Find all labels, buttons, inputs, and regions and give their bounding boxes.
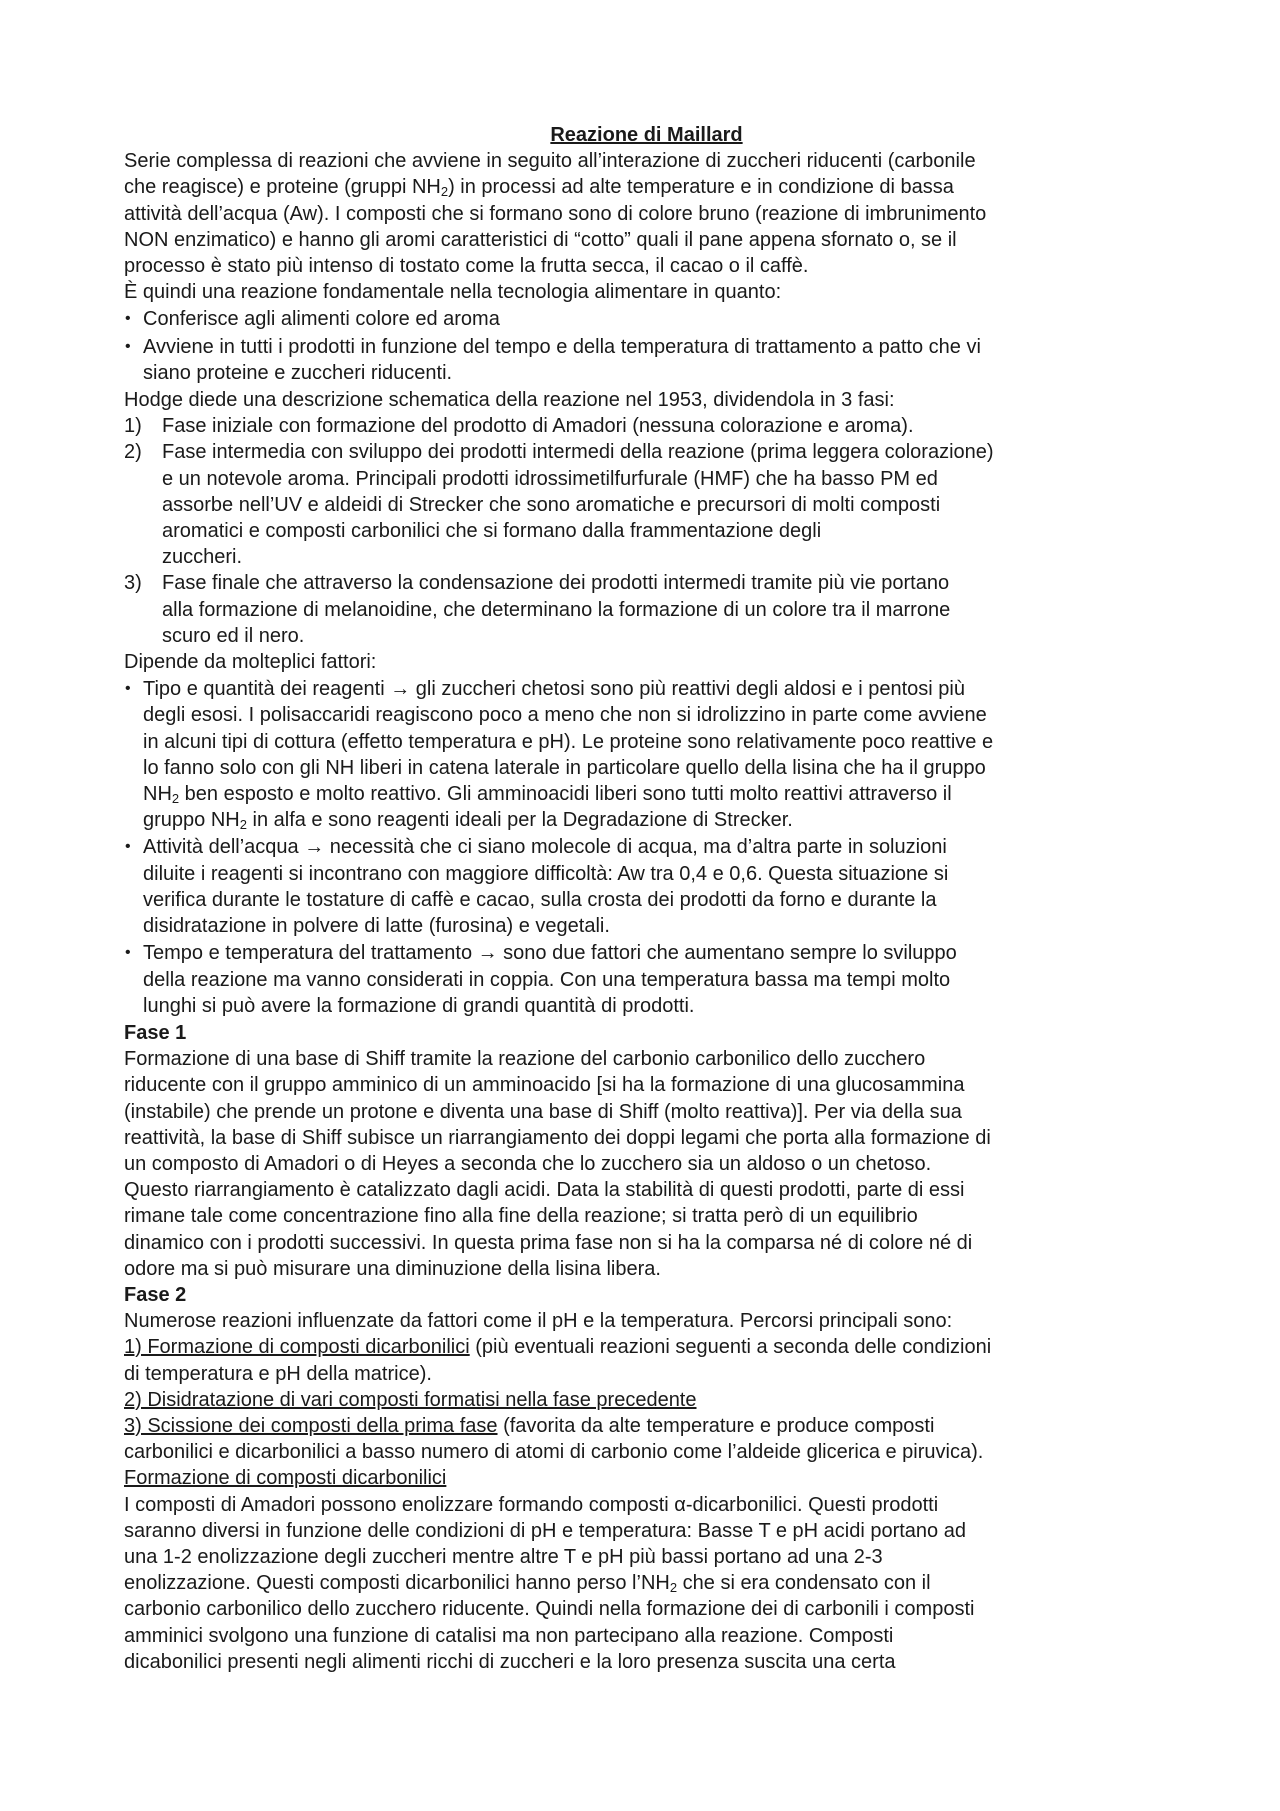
text-run: ben esposto e molto reattivo. Gli amminoacidi liberi sono tutti molto reattivi attraverso il	[179, 783, 952, 806]
subscript: 2	[669, 1580, 678, 1596]
text-run: È quindi una reazione fondamentale nella tecnologia alimentare in quanto:	[124, 281, 782, 304]
subscript: 2	[239, 817, 247, 833]
underlined-heading: Formazione di composti dicarbonilici	[124, 1467, 447, 1490]
list-number: 3)	[124, 572, 142, 595]
text-run: che si era condensato con il	[677, 1572, 931, 1595]
underlined-heading: 1) Formazione di composti dicarbonilici	[124, 1336, 470, 1359]
list-number: 1)	[124, 415, 142, 438]
text-line	[124, 1570, 1169, 1596]
text-line	[162, 492, 1169, 518]
text-run: disidratazione in polvere di latte (furosina) e vegetali.	[143, 915, 610, 938]
text-run: Serie complessa di reazioni che avviene in seguito all’interazione di zuccheri riducenti (carbonile	[124, 150, 976, 173]
paragraph	[124, 1308, 1169, 1675]
text-run: I composti di Amadori possono enolizzare formando composti α-dicarbonilici. Questi prodotti	[124, 1493, 939, 1516]
text-run: NON enzimatico) e hanno gli aromi caratteristici di “cotto” quali il pane appena sfornato o, se il	[124, 228, 957, 251]
text-line	[124, 1203, 1169, 1229]
underlined-heading: 3) Scissione dei composti della prima fase	[124, 1414, 498, 1437]
text-line	[124, 1649, 1169, 1675]
text-line	[143, 861, 1169, 887]
text-line	[143, 967, 1169, 993]
text-line	[124, 1596, 1169, 1622]
text-run: lunghi si può avere la formazione di grandi quantità di prodotti.	[143, 994, 695, 1017]
paragraph	[124, 1282, 1169, 1308]
text-run: siano proteine e zuccheri riducenti.	[143, 361, 453, 384]
text-run: amminici svolgono una funzione di catalisi ma non partecipano alla reazione. Composti	[124, 1624, 894, 1647]
text-line	[124, 1046, 1169, 1072]
text-run: Attività dell’acqua → necessità che ci siano molecole di acqua, ma d’altra parte in soluzioni	[143, 836, 947, 859]
text-run: verifica durante le tostature di caffè e cacao, sulla crosta dei prodotti da forno e durante la	[143, 888, 937, 911]
text-line	[124, 1177, 1169, 1203]
text-line	[124, 1492, 1169, 1518]
bullet-item	[124, 306, 1169, 332]
text-run: ) in processi ad alte temperature e in condizione di bassa	[448, 176, 954, 199]
text-run: (più eventuali reazioni seguenti a seconda delle condizioni	[469, 1336, 992, 1359]
text-run: reattività, la base di Shiff subisce un riarrangiamento dei doppi legami che porta alla formazione di	[124, 1126, 991, 1149]
numbered-item	[124, 570, 1169, 649]
text-line	[162, 597, 1169, 623]
paragraph	[124, 387, 1169, 413]
text-run: Avviene in tutti i prodotti in funzione del tempo e della temperatura di trattamento a patto che vi	[143, 335, 981, 358]
bullet-marker: •	[125, 944, 131, 962]
text-line	[124, 227, 1169, 253]
text-line	[143, 702, 1169, 728]
text-line	[124, 1282, 1169, 1308]
text-run: zuccheri.	[162, 546, 243, 569]
subscript: 2	[440, 184, 449, 200]
text-run: un composto di Amadori o di Heyes a seconda che lo zucchero sia un aldoso o un chetoso.	[124, 1152, 932, 1175]
text-line	[162, 439, 1169, 465]
text-run: odore ma si può misurare una diminuzione della lisina libera.	[124, 1257, 661, 1280]
text-run: degli esosi. I polisaccaridi reagiscono poco a meno che non si idrolizzino in parte come avviene	[143, 704, 987, 727]
text-line	[124, 201, 1169, 227]
text-line	[143, 834, 1169, 860]
bullet-marker: •	[125, 310, 131, 328]
text-line	[143, 755, 1169, 781]
text-line	[124, 1544, 1169, 1570]
text-run: Fase iniziale con formazione del prodotto di Amadori (nessuna colorazione e aroma).	[162, 415, 914, 438]
text-run: (instabile) che prende un protone e diventa una base di Shiff (molto reattiva)]. Per via della sua	[124, 1100, 962, 1123]
text-line	[124, 174, 1169, 200]
text-run: Fase finale che attraverso la condensazione dei prodotti intermedi tramite più vie portano	[162, 572, 950, 595]
text-line	[143, 913, 1169, 939]
text-run: diluite i reagenti si incontrano con maggiore difficoltà: Aw tra 0,4 e 0,6. Questa situazione si	[143, 862, 949, 885]
text-line	[143, 940, 1169, 966]
text-run: carbonio carbonilico dello zucchero riducente. Quindi nella formazione dei di carbonili i composti	[124, 1598, 975, 1621]
text-line	[162, 544, 1169, 570]
text-line	[124, 1334, 1169, 1360]
text-line	[143, 306, 1169, 332]
text-line	[143, 729, 1169, 755]
text-line	[124, 1072, 1169, 1098]
text-line	[124, 253, 1169, 279]
text-run: carbonilici e dicarbonilici a basso numero di atomi di carbonio come l’aldeide glicerica e piruvica).	[124, 1441, 984, 1464]
text-line	[143, 334, 1169, 360]
text-line	[162, 570, 1169, 596]
document-page	[124, 122, 1169, 1675]
text-line	[124, 387, 1169, 413]
text-run: e un notevole aroma. Principali prodotti idrossimetilfurfurale (HMF) che ha basso PM ed	[162, 467, 938, 490]
text-line	[124, 1465, 1169, 1491]
text-run: Numerose reazioni influenzate da fattori come il pH e la temperatura. Percorsi principali sono:	[124, 1310, 953, 1333]
text-run: dicabonilici presenti negli alimenti ricchi di zuccheri e la loro presenza suscita una certa	[124, 1650, 896, 1673]
subscript: 2	[171, 791, 180, 807]
bullet-marker: •	[125, 680, 131, 698]
text-line	[124, 1439, 1169, 1465]
text-run: riducente con il gruppo amminico di un amminoacido [si ha la formazione di una glucosammina	[124, 1074, 965, 1097]
text-line	[124, 1308, 1169, 1334]
text-line	[124, 148, 1169, 174]
text-run: che reagisce) e proteine (gruppi NH	[124, 176, 441, 199]
text-line	[124, 1125, 1169, 1151]
numbered-item	[124, 439, 1169, 570]
text-run: assorbe nell’UV e aldeidi di Strecker che sono aromatiche e precursori di molti composti	[162, 493, 941, 516]
text-line	[162, 623, 1169, 649]
text-run: aromatici e composti carbonilici che si formano dalla frammentazione degli	[162, 520, 822, 543]
underlined-heading: 2) Disidratazione di vari composti formatisi nella fase precedente	[124, 1388, 697, 1411]
text-run: Questo riarrangiamento è catalizzato dagli acidi. Data la stabilità di questi prodotti, parte di essi	[124, 1179, 965, 1202]
text-line	[143, 360, 1169, 386]
text-run: Hodge diede una descrizione schematica della reazione nel 1953, dividendola in 3 fasi:	[124, 389, 895, 412]
text-line	[162, 518, 1169, 544]
text-line	[124, 1623, 1169, 1649]
text-line	[124, 279, 1169, 305]
text-line	[124, 1413, 1169, 1439]
text-run: processo è stato più intenso di tostato come la frutta secca, il cacao o il caffè.	[124, 255, 809, 278]
text-run: dinamico con i prodotti successivi. In questa prima fase non si ha la comparsa né di colore né di	[124, 1231, 973, 1254]
document-body	[124, 148, 1169, 1675]
text-run: rimane tale come concentrazione fino alla fine della reazione; si tratta però di un equilibrio	[124, 1205, 918, 1228]
text-line	[124, 1361, 1169, 1387]
text-line	[124, 1151, 1169, 1177]
text-run: (favorita da alte temperature e produce composti	[497, 1414, 935, 1437]
text-run: una 1-2 enolizzazione degli zuccheri mentre altre T e pH più bassi portano ad una 2-3	[124, 1545, 883, 1568]
document-title: Reazione di Maillard	[550, 124, 743, 146]
text-run: Conferisce agli alimenti colore ed aroma	[143, 308, 500, 331]
text-line	[124, 649, 1169, 675]
bullet-marker: •	[125, 838, 131, 856]
text-line	[143, 807, 1169, 833]
text-run: Tempo e temperatura del trattamento → sono due fattori che aumentano sempre lo sviluppo	[143, 942, 957, 965]
text-line	[143, 676, 1169, 702]
text-line	[143, 993, 1169, 1019]
paragraph	[124, 1020, 1169, 1046]
text-run: attività dell’acqua (Aw). I composti che si formano sono di colore bruno (reazione di imbrunimento	[124, 202, 987, 225]
text-line	[162, 466, 1169, 492]
text-run: Tipo e quantità dei reagenti → gli zuccheri chetosi sono più reattivi degli aldosi e i pentosi più	[143, 678, 965, 701]
text-run: Fase intermedia con sviluppo dei prodotti intermedi della reazione (prima leggera colorazione)	[162, 441, 994, 464]
text-run: Dipende da molteplici fattori:	[124, 651, 377, 674]
text-line	[124, 1518, 1169, 1544]
section-heading: Fase 2	[124, 1283, 187, 1306]
bullet-item	[124, 676, 1169, 833]
text-run: Formazione di una base di Shiff tramite la reazione del carbonio carbonilico dello zucchero	[124, 1048, 926, 1071]
text-run: della reazione ma vanno considerati in coppia. Con una temperatura bassa ma tempi molto	[143, 968, 951, 991]
paragraph	[124, 148, 1169, 305]
paragraph	[124, 1046, 1169, 1282]
text-run: in alcuni tipi di cottura (effetto temperatura e pH). Le proteine sono relativamente poco reattive e	[143, 730, 994, 753]
text-line	[124, 1099, 1169, 1125]
text-run: lo fanno solo con gli NH liberi in catena laterale in particolare quello della lisina che ha il gruppo	[143, 756, 986, 779]
bullet-item	[124, 334, 1169, 386]
text-line	[124, 1387, 1169, 1413]
text-line	[124, 1256, 1169, 1282]
text-line	[124, 1230, 1169, 1256]
text-run: NH	[143, 783, 172, 806]
text-run: alla formazione di melanoidine, che determinano la formazione di un colore tra il marrone	[162, 598, 951, 621]
text-run: di temperatura e pH della matrice).	[124, 1362, 432, 1385]
bullet-marker: •	[125, 337, 131, 355]
text-line	[143, 887, 1169, 913]
text-run: enolizzazione. Questi composti dicarbonilici hanno perso l’NH	[124, 1572, 670, 1595]
text-line	[143, 781, 1169, 807]
text-run: gruppo NH	[143, 809, 240, 832]
paragraph	[124, 649, 1169, 675]
bullet-item	[124, 834, 1169, 939]
list-number: 2)	[124, 441, 142, 464]
text-line	[162, 413, 1169, 439]
text-run: scuro ed il nero.	[162, 624, 305, 647]
text-run: in alfa e sono reagenti ideali per la Degradazione di Strecker.	[246, 809, 793, 832]
numbered-item	[124, 413, 1169, 439]
text-line	[124, 1020, 1169, 1046]
section-heading: Fase 1	[124, 1021, 187, 1044]
text-run: saranno diversi in funzione delle condizioni di pH e temperatura: Basse T e pH acidi portano ad	[124, 1519, 966, 1542]
bullet-item	[124, 940, 1169, 1019]
